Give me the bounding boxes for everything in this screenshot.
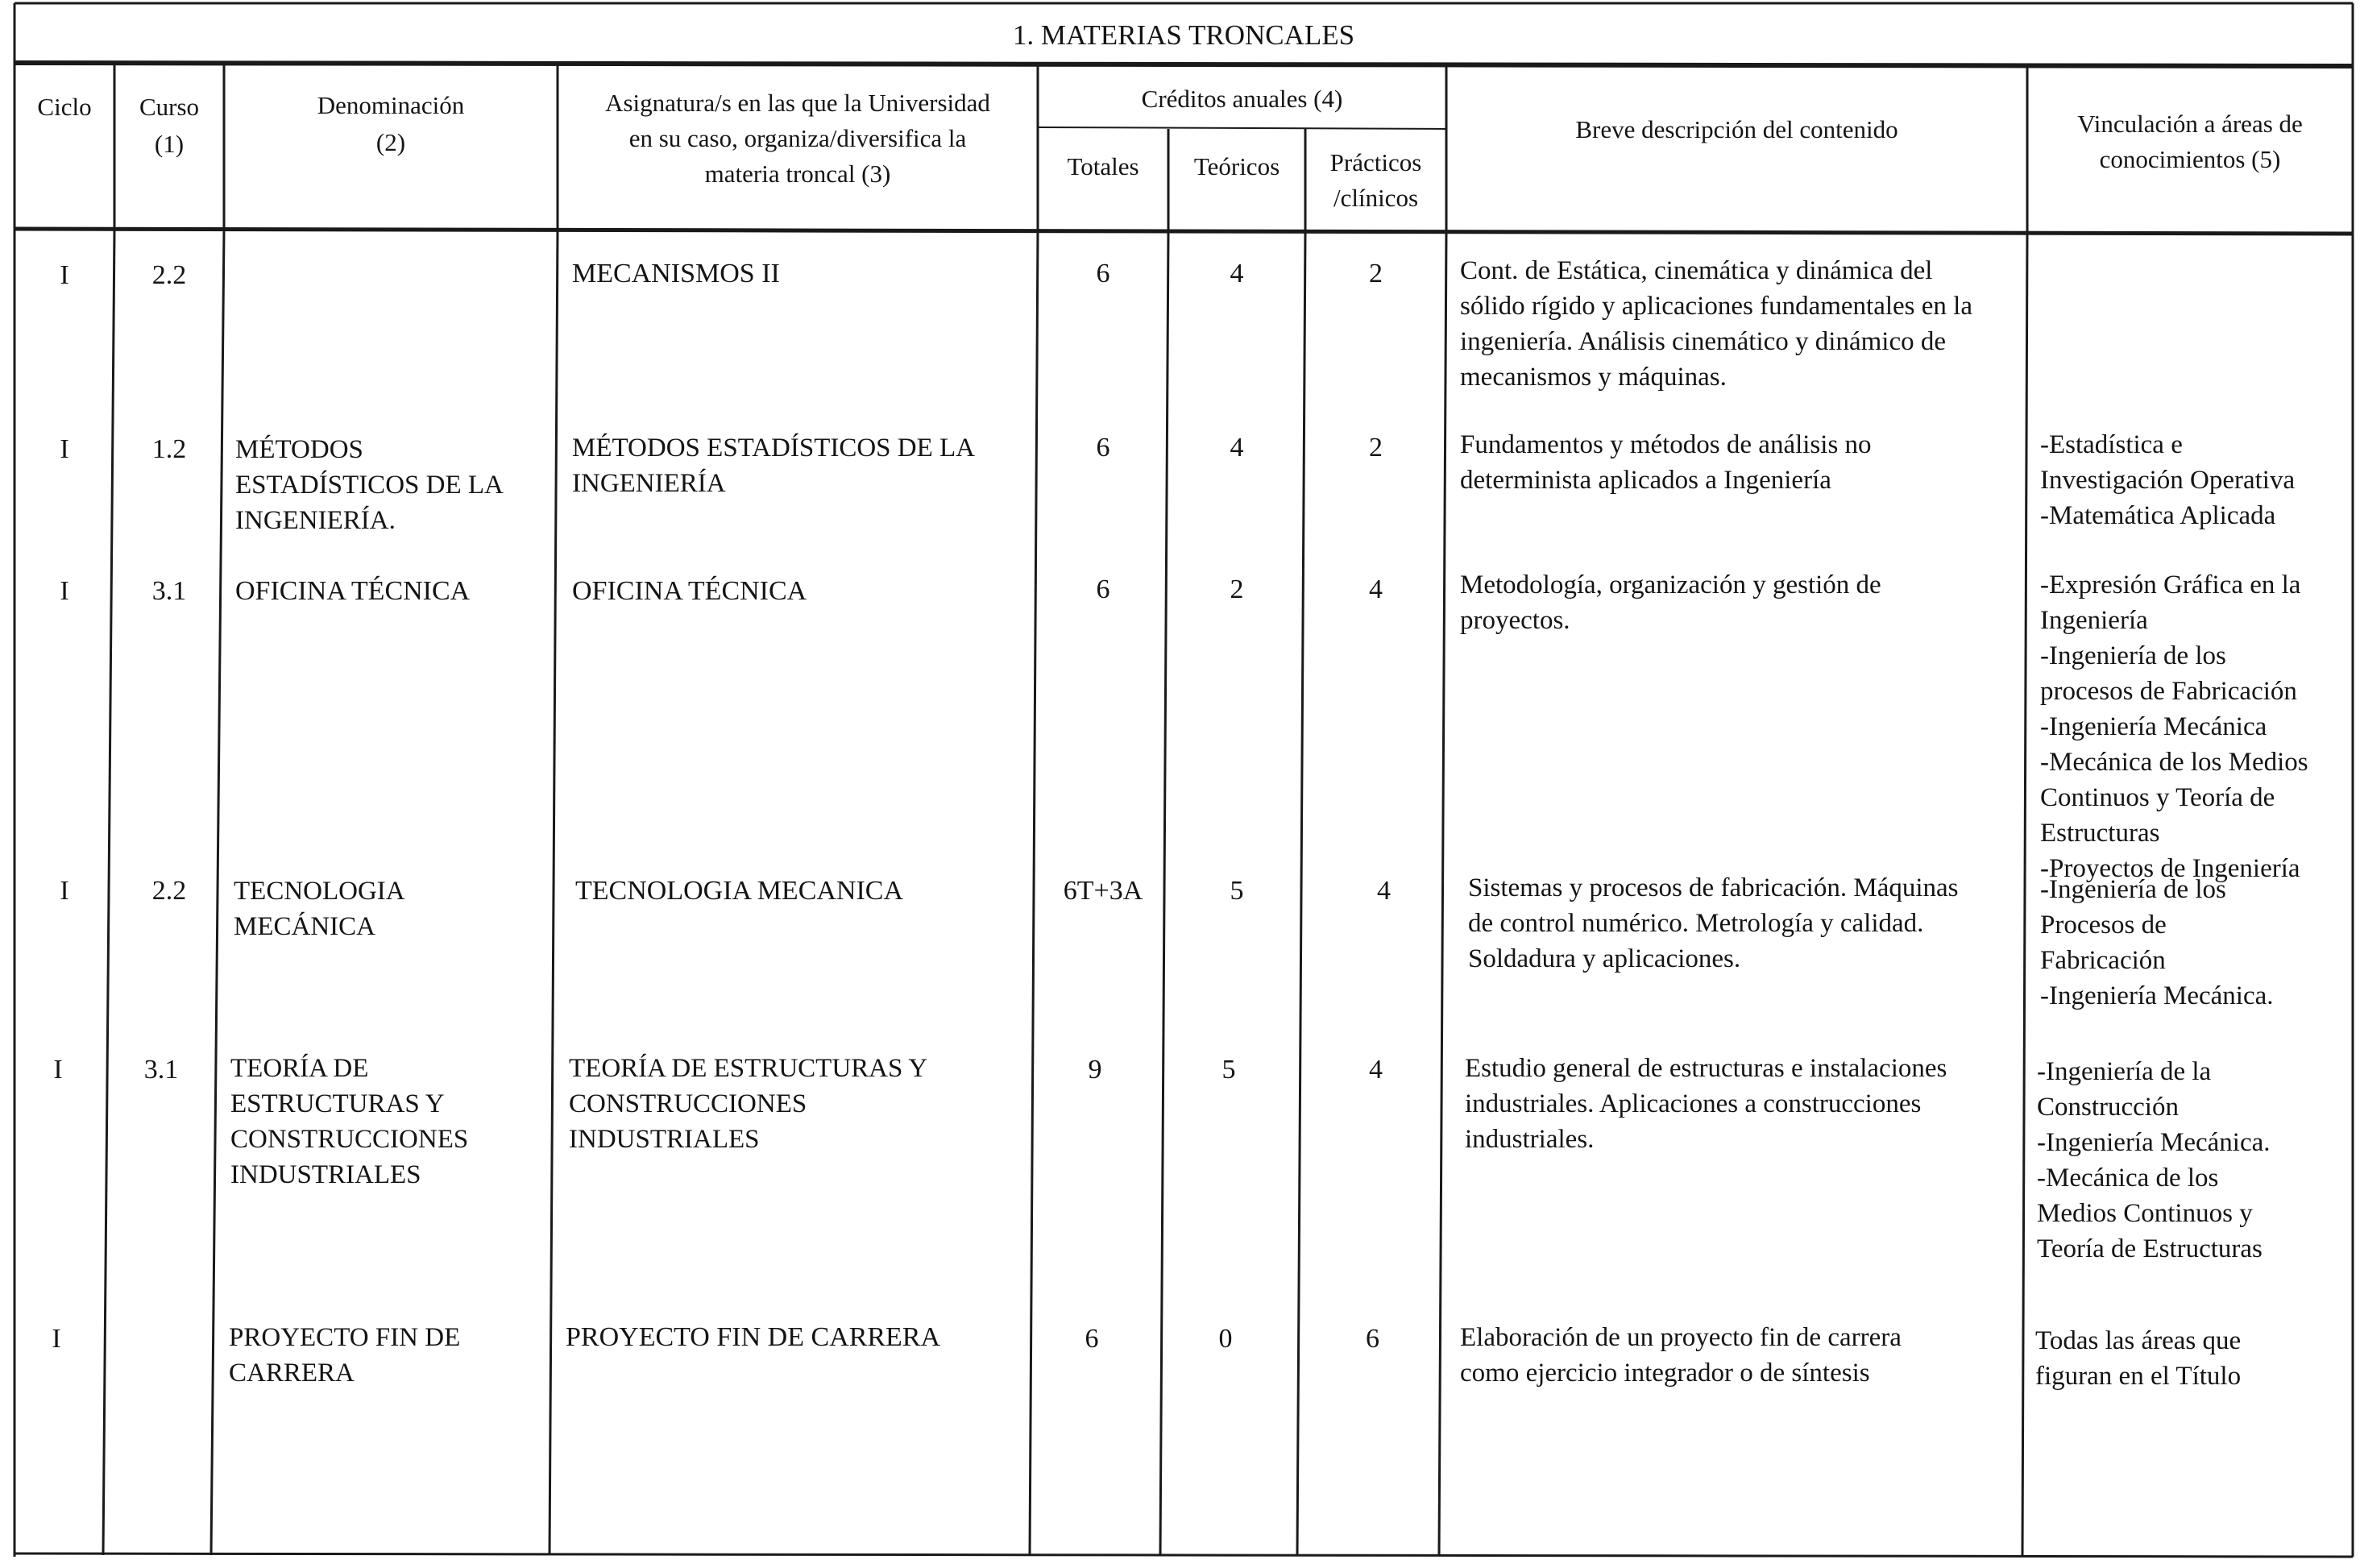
header-vinculacion-line: Vinculación a áreas de — [2077, 110, 2303, 138]
cell-descripcion — [1460, 1320, 2000, 1391]
descripcion-line: Elaboración de un proyecto fin de carrera — [1460, 1323, 1902, 1352]
cell-totales: 9 — [1088, 1055, 1102, 1085]
cell-descripcion — [1460, 427, 2008, 498]
cell-ciclo: I — [60, 576, 69, 606]
cell-curso: 1.2 — [151, 434, 187, 464]
vinculacion-line: -Expresión Gráfica en la — [2040, 570, 2301, 599]
cell-descripcion — [1460, 567, 2008, 638]
cell-practicos: 6 — [1366, 1324, 1379, 1354]
cell-vinculacion — [2040, 872, 2274, 1014]
header-practicos-line: /clínicos — [1333, 184, 1419, 212]
asignatura-line: TEORÍA DE ESTRUCTURAS Y — [569, 1054, 928, 1083]
vinculacion-line: -Ingeniería Mecánica. — [2037, 1128, 2271, 1157]
denominacion-line: TEORÍA DE — [230, 1054, 369, 1083]
cell-asignatura: OFICINA TÉCNICA — [572, 576, 807, 606]
header-asignatura-line: materia troncal (3) — [704, 160, 891, 188]
vinculacion-line: -Mecánica de los Medios — [2040, 748, 2308, 777]
vinculacion-line: Todas las áreas que — [2035, 1326, 2242, 1355]
cell-descripcion — [1465, 1051, 2005, 1157]
header-denominacion-note: (2) — [375, 128, 406, 156]
vinculacion-line: Investigación Operativa — [2040, 466, 2296, 495]
descripcion-line: como ejercicio integrador o de síntesis — [1460, 1359, 1870, 1388]
vinculacion-line: -Ingeniería de los — [2040, 875, 2226, 904]
descripcion-line: Fundamentos y métodos de análisis no — [1460, 430, 1872, 459]
header-vinculacion — [2027, 106, 2353, 177]
cell-totales: 6 — [1096, 433, 1110, 463]
vinculacion-line: Ingeniería — [2040, 606, 2148, 635]
descripcion-line: industriales. — [1465, 1125, 1595, 1154]
cell-vinculacion — [2037, 1054, 2271, 1267]
cell-curso: 3.1 — [143, 1055, 179, 1085]
header-vinculacion-line: conocimientos (5) — [2099, 145, 2281, 173]
header-teoricos: Teóricos — [1193, 152, 1280, 180]
cell-asignatura — [572, 430, 975, 501]
cell-descripcion — [1468, 870, 2008, 977]
vinculacion-line: Teoría de Estructuras — [2037, 1234, 2263, 1263]
cell-practicos: 2 — [1369, 259, 1383, 288]
header-denominacion: Denominación — [317, 91, 465, 119]
vinculacion-line: -Ingeniería Mecánica. — [2040, 981, 2274, 1010]
vinculacion-line: -Estadística e — [2040, 430, 2183, 459]
header-descripcion: Breve descripción del contenido — [1575, 115, 1898, 143]
cell-vinculacion — [2035, 1323, 2241, 1394]
denominacion-line: PROYECTO FIN DE — [229, 1323, 461, 1352]
vinculacion-line: Construcción — [2037, 1093, 2179, 1122]
vinculacion-line: -Matemática Aplicada — [2040, 501, 2276, 530]
vinculacion-line: -Proyectos de Ingeniería — [2040, 854, 2300, 883]
cell-teoricos: 5 — [1230, 876, 1244, 906]
cell-teoricos: 4 — [1230, 433, 1244, 463]
denominacion-line: INGENIERÍA. — [235, 506, 396, 535]
cell-practicos: 4 — [1369, 575, 1383, 604]
header-practicos — [1305, 145, 1446, 216]
cell-teoricos: 0 — [1218, 1324, 1233, 1354]
cell-totales: 6 — [1085, 1324, 1099, 1354]
descripcion-line: proyectos. — [1460, 606, 1570, 635]
denominacion-line: MÉTODOS — [235, 435, 363, 464]
cell-teoricos: 2 — [1230, 575, 1244, 604]
descripcion-line: industriales. Aplicaciones a construcciones — [1465, 1089, 1922, 1118]
descripcion-line: de control numérico. Metrología y calidad. — [1468, 909, 1924, 938]
descripcion-line: Cont. de Estática, cinemática y dinámica del — [1460, 256, 1933, 285]
cell-curso: 2.2 — [151, 260, 187, 290]
descripcion-line: Sistemas y procesos de fabricación. Máquinas — [1468, 873, 1959, 902]
vinculacion-line: -Mecánica de los — [2037, 1164, 2219, 1193]
cell-practicos: 2 — [1369, 433, 1383, 463]
vinculacion-line: Medios Continuos y — [2037, 1199, 2253, 1228]
header-asignatura-line: en su caso, organiza/diversifica la — [628, 124, 967, 152]
asignatura-line: INDUSTRIALES — [569, 1125, 760, 1154]
denominacion-line: CARRERA — [229, 1359, 355, 1388]
asignatura-line: CONSTRUCCIONES — [569, 1089, 807, 1118]
cell-denominacion — [229, 1320, 460, 1391]
cell-asignatura: MECANISMOS II — [572, 259, 780, 288]
cell-ciclo: I — [53, 1055, 63, 1085]
descripcion-line: sólido rígido y aplicaciones fundamentales en la — [1460, 292, 1972, 321]
asignatura-line: MÉTODOS ESTADÍSTICOS DE LA — [572, 433, 976, 463]
cell-denominacion: OFICINA TÉCNICA — [235, 576, 471, 606]
cell-asignatura — [569, 1051, 927, 1157]
vinculacion-line: -Ingeniería Mecánica — [2040, 712, 2267, 741]
header-curso: Curso — [139, 93, 200, 121]
header-asignatura — [558, 85, 1038, 192]
descripcion-line: mecanismos y máquinas. — [1460, 363, 1727, 392]
cell-vinculacion — [2040, 567, 2308, 886]
header-creditos: Créditos anuales (4) — [1141, 85, 1343, 113]
cell-teoricos: 5 — [1221, 1055, 1236, 1085]
asignatura-line: INGENIERÍA — [572, 469, 726, 498]
cell-vinculacion — [2040, 427, 2295, 533]
cell-curso: 3.1 — [151, 576, 187, 606]
cell-denominacion — [230, 1051, 468, 1193]
descripcion-line: ingeniería. Análisis cinemático y dinámico de — [1460, 327, 1946, 356]
vinculacion-line: Procesos de — [2040, 911, 2167, 940]
header-curso-note: (1) — [154, 130, 185, 158]
vinculacion-line: -Ingeniería de la — [2037, 1057, 2212, 1086]
descripcion-line: Metodología, organización y gestión de — [1460, 570, 1881, 599]
descripcion-line: Soldadura y aplicaciones. — [1468, 944, 1741, 973]
cell-curso: 2.2 — [151, 876, 187, 906]
header-practicos-line: Prácticos — [1329, 148, 1422, 176]
vinculacion-line: figuran en el Título — [2035, 1362, 2242, 1391]
cell-asignatura: TECNOLOGIA MECANICA — [575, 876, 904, 906]
denominacion-line: ESTADÍSTICOS DE LA — [235, 471, 504, 500]
cell-totales: 6 — [1096, 259, 1110, 288]
cell-practicos: 4 — [1377, 876, 1391, 906]
header-ciclo: Ciclo — [37, 93, 92, 121]
cell-totales: 6 — [1096, 575, 1110, 604]
vinculacion-line: Fabricación — [2040, 946, 2166, 975]
cell-denominacion — [235, 432, 504, 538]
cell-ciclo: I — [60, 876, 69, 906]
table-title: 1. MATERIAS TRONCALES — [1012, 19, 1355, 51]
cell-ciclo: I — [60, 434, 69, 464]
vinculacion-line: procesos de Fabricación — [2040, 677, 2297, 706]
descripcion-line: determinista aplicados a Ingeniería — [1460, 466, 1831, 495]
cell-teoricos: 4 — [1230, 259, 1244, 288]
cell-totales: 6T+3A — [1063, 876, 1143, 906]
descripcion-line: Estudio general de estructuras e instalaciones — [1465, 1054, 1947, 1083]
vinculacion-line: Estructuras — [2040, 819, 2160, 848]
cell-ciclo: I — [60, 260, 69, 290]
cell-asignatura: PROYECTO FIN DE CARRERA — [566, 1322, 941, 1352]
cell-descripcion — [1460, 253, 2008, 395]
header-totales: Totales — [1067, 152, 1139, 180]
header-asignatura-line: Asignatura/s en las que la Universidad — [605, 89, 990, 117]
cell-practicos: 4 — [1369, 1055, 1383, 1085]
denominacion-line: CONSTRUCCIONES — [230, 1125, 469, 1154]
vinculacion-line: Continuos y Teoría de — [2040, 783, 2275, 812]
denominacion-line: TECNOLOGIA — [234, 877, 405, 906]
denominacion-line: MECÁNICA — [234, 912, 376, 941]
denominacion-line: ESTRUCTURAS Y — [230, 1089, 445, 1118]
cell-ciclo: I — [52, 1324, 61, 1354]
denominacion-line: INDUSTRIALES — [230, 1160, 421, 1189]
vinculacion-line: -Ingeniería de los — [2040, 641, 2226, 670]
cell-denominacion — [234, 873, 405, 944]
